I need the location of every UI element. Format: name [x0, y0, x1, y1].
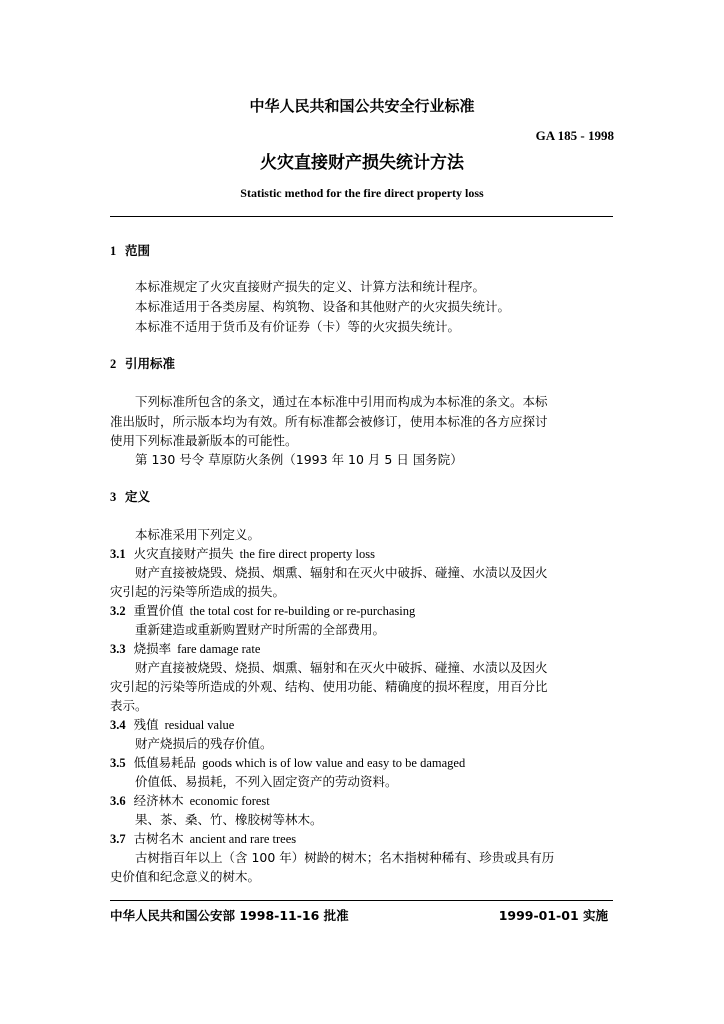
paragraph-line: 使用下列标准最新版本的可能性。	[110, 433, 298, 448]
definition-line: 表示。	[110, 698, 148, 713]
section-heading	[110, 487, 150, 507]
section-number: 3	[110, 490, 117, 504]
term-chinese: 火灾直接财产损失	[133, 546, 234, 561]
definition-term	[110, 544, 375, 564]
standard-code: GA 185 - 1998	[535, 128, 614, 143]
definition-term	[110, 715, 234, 735]
definition-line: 灾引起的污染等所造成的外观、结构、使用功能、精确度的损坏程度，用百分比	[110, 679, 548, 694]
section-number: 2	[110, 357, 117, 371]
paragraph: 本标准采用下列定义。	[135, 527, 261, 542]
section-title: 引用标准	[124, 356, 175, 371]
definition-term	[110, 791, 270, 811]
definition-line: 果、茶、桑、竹、橡胶树等林木。	[135, 812, 323, 827]
issuing-organization: 中华人民共和国公共安全行业标准	[249, 97, 475, 115]
term-english: the fire direct property loss	[239, 547, 375, 561]
definition-line: 价值低、易损耗，不列入固定资产的劳动资料。	[135, 774, 398, 789]
paragraph: 本标准不适用于货币及有价证券（卡）等的火灾损失统计。	[135, 319, 461, 334]
definition-number: 3.1	[110, 547, 126, 561]
header-divider	[110, 216, 613, 217]
definition-line: 古树指百年以上（含 100 年）树龄的树木；名木指树种稀有、珍贵或具有历	[135, 850, 555, 865]
term-chinese: 残值	[133, 717, 159, 732]
definition-line: 史价值和纪念意义的树木。	[110, 869, 261, 884]
definition-number: 3.4	[110, 718, 126, 732]
definition-line: 重新建造或重新购置财产时所需的全部费用。	[135, 622, 386, 637]
section-title: 定义	[124, 489, 150, 504]
term-english: residual value	[164, 718, 235, 732]
section-number: 1	[110, 244, 117, 258]
effective-date: 1999-01-01 实施	[498, 908, 608, 923]
definition-term	[110, 753, 465, 773]
term-chinese: 重置价值	[133, 603, 184, 618]
definition-line: 财产直接被烧毁、烧损、烟熏、辐射和在灭火中破拆、碰撞、水渍以及因火	[135, 565, 548, 580]
term-chinese: 经济林木	[133, 793, 184, 808]
document-title: 火灾直接财产损失统计方法	[260, 153, 464, 173]
definition-term	[110, 639, 260, 659]
term-english: goods which is of low value and easy to be damaged	[202, 756, 466, 770]
section-heading	[110, 354, 175, 374]
definition-number: 3.5	[110, 756, 126, 770]
term-english: economic forest	[189, 794, 270, 808]
paragraph: 本标准适用于各类房屋、构筑物、设备和其他财产的火灾损失统计。	[135, 299, 511, 314]
definition-term	[110, 601, 415, 621]
definition-line: 财产直接被烧毁、烧损、烟熏、辐射和在灭火中破拆、碰撞、水渍以及因火	[135, 660, 548, 675]
term-english: the total cost for re-building or re-purchasing	[189, 604, 416, 618]
definition-term	[110, 829, 296, 849]
section-heading	[110, 241, 150, 261]
term-chinese: 古树名木	[133, 831, 184, 846]
term-chinese: 烧损率	[133, 641, 172, 656]
term-english: ancient and rare trees	[189, 832, 297, 846]
definition-line: 财产烧损后的残存价值。	[135, 736, 273, 751]
term-english: fare damage rate	[177, 642, 261, 656]
term-chinese: 低值易耗品	[133, 755, 197, 770]
definition-number: 3.7	[110, 832, 126, 846]
paragraph: 本标准规定了火灾直接财产损失的定义、计算方法和统计程序。	[135, 279, 486, 294]
paragraph-line: 准出版时，所示版本均为有效。所有标准都会被修订，使用本标准的各方应探讨	[110, 414, 548, 429]
definition-number: 3.6	[110, 794, 126, 808]
definition-number: 3.3	[110, 642, 126, 656]
document-title-english: Statistic method for the fire direct property loss	[240, 186, 484, 200]
referenced-standard: 第 130 号令 草原防火条例（1993 年 10 月 5 日 国务院）	[135, 452, 463, 467]
section-title: 范围	[124, 243, 150, 258]
approval-line: 中华人民共和国公安部 1998-11-16 批准	[110, 908, 349, 923]
footer-divider	[110, 900, 613, 901]
definition-line: 灾引起的污染等所造成的损失。	[110, 584, 286, 599]
definition-number: 3.2	[110, 604, 126, 618]
paragraph-line: 下列标准所包含的条文，通过在本标准中引用而构成为本标准的条文。本标	[135, 394, 548, 409]
